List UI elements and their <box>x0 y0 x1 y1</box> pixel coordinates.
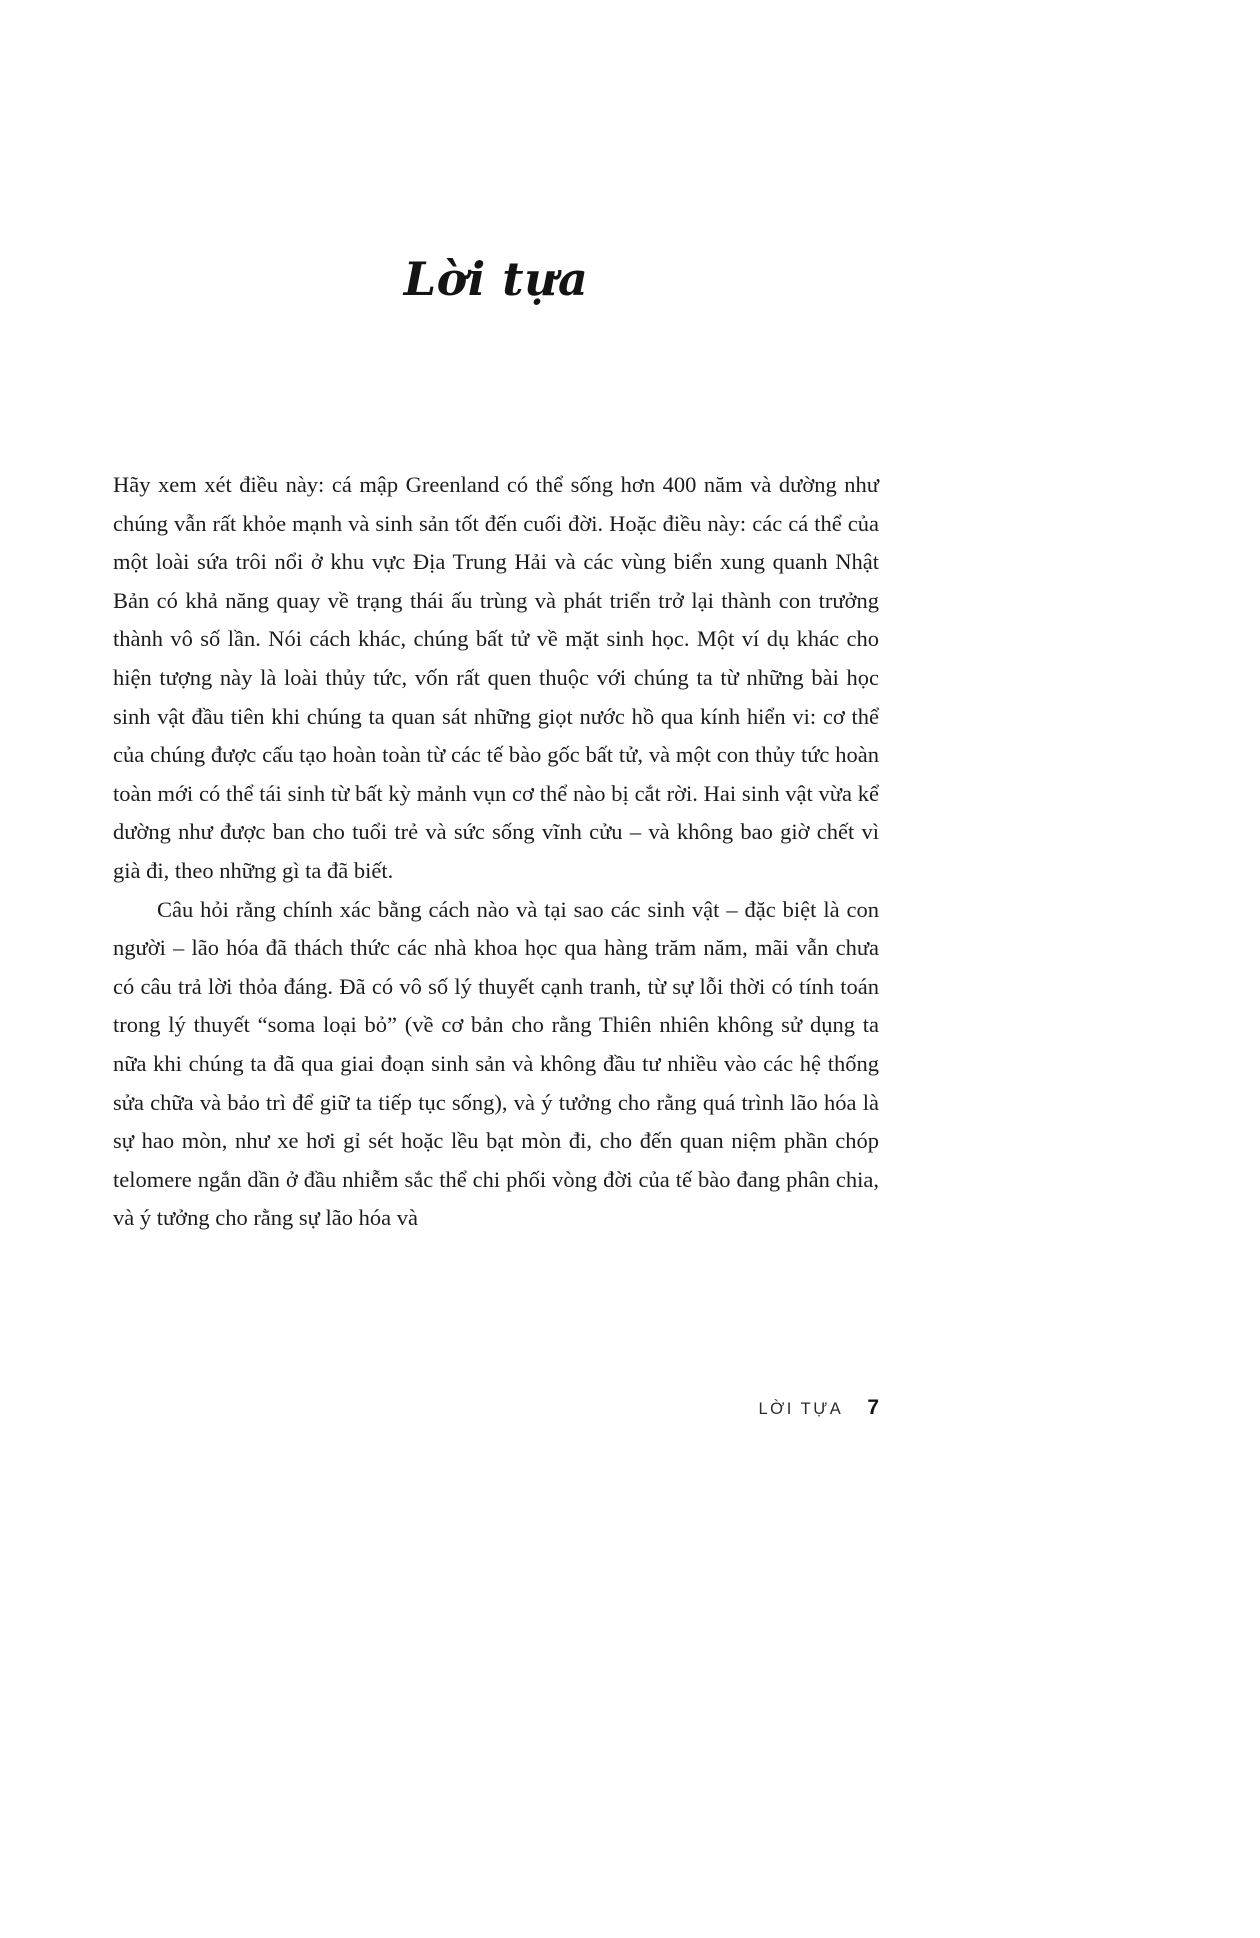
page-title: Lời tựa <box>403 252 589 306</box>
page-footer <box>113 1396 879 1420</box>
paragraph: Hãy xem xét điều này: cá mập Greenland có thể sống hơn 400 năm và dường như chúng vẫn rất khỏe mạnh và sinh sản tốt đến cuối đời. Hoặc điều này: các cá thể của một loài sứa trôi nổi ở khu vực Địa Trung Hải và các vùng biển xung quanh Nhật Bản có khả năng quay về trạng thái ấu trùng và phát triển trở lại thành con trưởng thành vô số lần. Nói cách khác, chúng bất tử về mặt sinh học. Một ví dụ khác cho hiện tượng này là loài thủy tức, vốn rất quen thuộc với chúng ta từ những bài học sinh vật đầu tiên khi chúng ta quan sát những giọt nước hồ qua kính hiển vi: cơ thể của chúng được cấu tạo hoàn toàn từ các tế bào gốc bất tử, và một con thủy tức hoàn toàn mới có thể tái sinh từ bất kỳ mảnh vụn cơ thể nào bị cắt rời. Hai sinh vật vừa kể dường như được ban cho tuổi trẻ và sức sống vĩnh cửu – và không bao giờ chết vì già đi, theo những gì ta đã biết. <box>113 472 879 883</box>
body-text <box>113 466 879 1238</box>
page-number: 7 <box>867 1396 879 1419</box>
footer-section-label: LỜI TỰA <box>758 1400 844 1418</box>
paragraph: Câu hỏi rằng chính xác bằng cách nào và tại sao các sinh vật – đặc biệt là con người – lão hóa đã thách thức các nhà khoa học qua hàng trăm năm, mãi vẫn chưa có câu trả lời thỏa đáng. Đã có vô số lý thuyết cạnh tranh, từ sự lỗi thời có tính toán trong lý thuyết “soma loại bỏ” (về cơ bản cho rằng Thiên nhiên không sử dụng ta nữa khi chúng ta đã qua giai đoạn sinh sản và không đầu tư nhiều vào các hệ thống sửa chữa và bảo trì để giữ ta tiếp tục sống), và ý tưởng cho rằng quá trình lão hóa là sự hao mòn, như xe hơi gỉ sét hoặc lều bạt mòn đi, cho đến quan niệm phần chóp telomere ngắn dần ở đầu nhiễm sắc thể chi phối vòng đời của tế bào đang phân chia, và ý tưởng cho rằng sự lão hóa và <box>113 896 879 1231</box>
